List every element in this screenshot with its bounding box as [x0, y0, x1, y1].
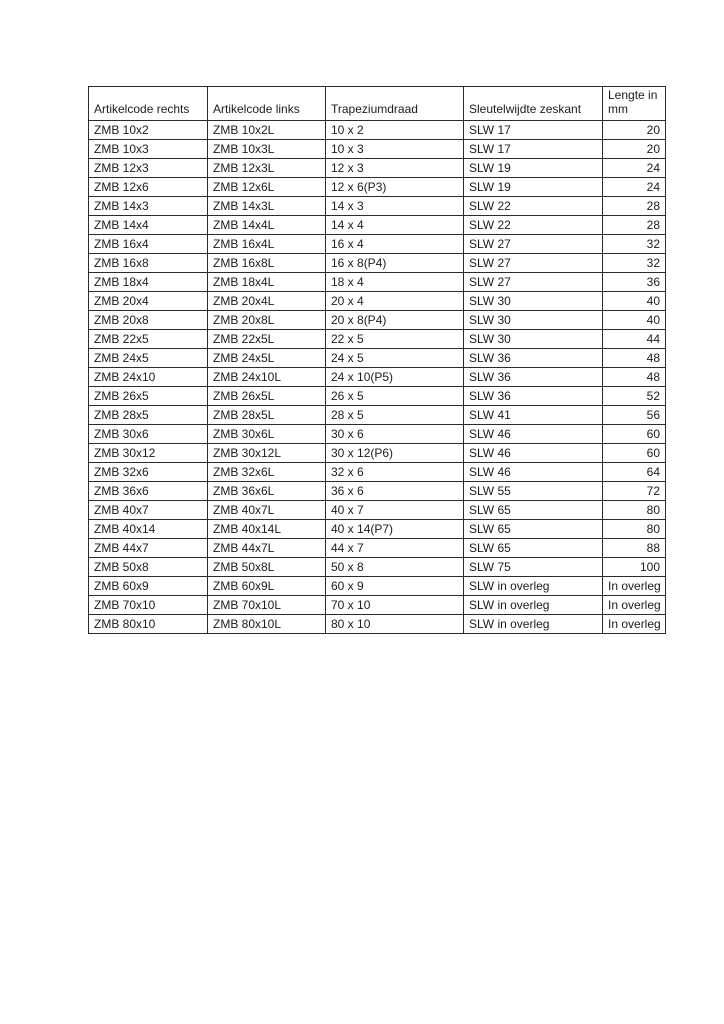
cell-artikelcode-rechts: ZMB 30x12 — [89, 443, 208, 462]
cell-lengte: 60 — [603, 424, 666, 443]
cell-lengte: In overleg — [603, 595, 666, 614]
table-row — [89, 158, 666, 177]
cell-lengte: 36 — [603, 272, 666, 291]
cell-artikelcode-links: ZMB 16x8L — [208, 253, 326, 272]
header-lengte-in-mm: Lengte in mm — [603, 87, 666, 121]
cell-artikelcode-rechts: ZMB 14x4 — [89, 215, 208, 234]
table-row — [89, 500, 666, 519]
cell-sleutelwijdte-zeskant: SLW 17 — [464, 120, 603, 139]
cell-trapeziumdraad: 60 x 9 — [326, 576, 464, 595]
cell-trapeziumdraad: 20 x 8(P4) — [326, 310, 464, 329]
cell-artikelcode-links: ZMB 10x3L — [208, 139, 326, 158]
cell-lengte: 44 — [603, 329, 666, 348]
cell-artikelcode-rechts: ZMB 28x5 — [89, 405, 208, 424]
cell-trapeziumdraad: 14 x 4 — [326, 215, 464, 234]
cell-artikelcode-links: ZMB 80x10L — [208, 614, 326, 633]
table-row — [89, 595, 666, 614]
cell-artikelcode-links: ZMB 40x7L — [208, 500, 326, 519]
cell-trapeziumdraad: 16 x 8(P4) — [326, 253, 464, 272]
cell-trapeziumdraad: 14 x 3 — [326, 196, 464, 215]
cell-lengte: 32 — [603, 253, 666, 272]
cell-trapeziumdraad: 10 x 2 — [326, 120, 464, 139]
cell-sleutelwijdte-zeskant: SLW 46 — [464, 424, 603, 443]
cell-artikelcode-rechts: ZMB 10x2 — [89, 120, 208, 139]
cell-artikelcode-links: ZMB 26x5L — [208, 386, 326, 405]
cell-sleutelwijdte-zeskant: SLW 19 — [464, 177, 603, 196]
cell-lengte: 28 — [603, 196, 666, 215]
cell-artikelcode-links: ZMB 14x4L — [208, 215, 326, 234]
cell-artikelcode-rechts: ZMB 20x8 — [89, 310, 208, 329]
header-artikelcode-links: Artikelcode links — [208, 87, 326, 121]
cell-trapeziumdraad: 28 x 5 — [326, 405, 464, 424]
cell-sleutelwijdte-zeskant: SLW in overleg — [464, 595, 603, 614]
cell-trapeziumdraad: 30 x 12(P6) — [326, 443, 464, 462]
cell-artikelcode-rechts: ZMB 18x4 — [89, 272, 208, 291]
header-row — [89, 87, 666, 121]
cell-artikelcode-links: ZMB 70x10L — [208, 595, 326, 614]
table-row — [89, 538, 666, 557]
cell-trapeziumdraad: 12 x 6(P3) — [326, 177, 464, 196]
table-row — [89, 443, 666, 462]
cell-lengte: 24 — [603, 158, 666, 177]
header-artikelcode-rechts: Artikelcode rechts — [89, 87, 208, 121]
table-row — [89, 614, 666, 633]
cell-lengte: 40 — [603, 291, 666, 310]
cell-artikelcode-rechts: ZMB 36x6 — [89, 481, 208, 500]
table-row — [89, 234, 666, 253]
zmb-spec-table — [88, 86, 666, 634]
table-row — [89, 196, 666, 215]
table-row — [89, 272, 666, 291]
cell-artikelcode-links: ZMB 60x9L — [208, 576, 326, 595]
cell-trapeziumdraad: 30 x 6 — [326, 424, 464, 443]
cell-sleutelwijdte-zeskant: SLW 41 — [464, 405, 603, 424]
cell-trapeziumdraad: 26 x 5 — [326, 386, 464, 405]
table-row — [89, 576, 666, 595]
cell-trapeziumdraad: 40 x 14(P7) — [326, 519, 464, 538]
cell-lengte: 24 — [603, 177, 666, 196]
cell-trapeziumdraad: 16 x 4 — [326, 234, 464, 253]
cell-artikelcode-links: ZMB 10x2L — [208, 120, 326, 139]
cell-lengte: 80 — [603, 500, 666, 519]
table-row — [89, 424, 666, 443]
cell-artikelcode-rechts: ZMB 26x5 — [89, 386, 208, 405]
cell-lengte: 80 — [603, 519, 666, 538]
cell-trapeziumdraad: 10 x 3 — [326, 139, 464, 158]
cell-trapeziumdraad: 44 x 7 — [326, 538, 464, 557]
cell-artikelcode-links: ZMB 50x8L — [208, 557, 326, 576]
table-row — [89, 139, 666, 158]
cell-artikelcode-rechts: ZMB 10x3 — [89, 139, 208, 158]
header-trapeziumdraad: Trapeziumdraad — [326, 87, 464, 121]
cell-lengte: 20 — [603, 139, 666, 158]
cell-artikelcode-links: ZMB 18x4L — [208, 272, 326, 291]
cell-sleutelwijdte-zeskant: SLW 27 — [464, 272, 603, 291]
cell-artikelcode-rechts: ZMB 32x6 — [89, 462, 208, 481]
table-row — [89, 120, 666, 139]
cell-lengte: 48 — [603, 367, 666, 386]
cell-artikelcode-links: ZMB 16x4L — [208, 234, 326, 253]
cell-trapeziumdraad: 24 x 10(P5) — [326, 367, 464, 386]
cell-artikelcode-links: ZMB 28x5L — [208, 405, 326, 424]
cell-lengte: 20 — [603, 120, 666, 139]
cell-lengte: In overleg — [603, 576, 666, 595]
table-row — [89, 215, 666, 234]
cell-sleutelwijdte-zeskant: SLW 22 — [464, 196, 603, 215]
cell-artikelcode-rechts: ZMB 30x6 — [89, 424, 208, 443]
table-row — [89, 481, 666, 500]
cell-sleutelwijdte-zeskant: SLW 36 — [464, 367, 603, 386]
cell-artikelcode-links: ZMB 30x6L — [208, 424, 326, 443]
cell-sleutelwijdte-zeskant: SLW 17 — [464, 139, 603, 158]
table-row — [89, 462, 666, 481]
cell-artikelcode-rechts: ZMB 12x6 — [89, 177, 208, 196]
cell-sleutelwijdte-zeskant: SLW 36 — [464, 348, 603, 367]
cell-trapeziumdraad: 80 x 10 — [326, 614, 464, 633]
table-row — [89, 329, 666, 348]
cell-trapeziumdraad: 40 x 7 — [326, 500, 464, 519]
cell-artikelcode-links: ZMB 36x6L — [208, 481, 326, 500]
cell-sleutelwijdte-zeskant: SLW 65 — [464, 500, 603, 519]
cell-artikelcode-rechts: ZMB 50x8 — [89, 557, 208, 576]
cell-sleutelwijdte-zeskant: SLW 36 — [464, 386, 603, 405]
cell-artikelcode-links: ZMB 20x8L — [208, 310, 326, 329]
table-row — [89, 557, 666, 576]
table-row — [89, 253, 666, 272]
cell-artikelcode-rechts: ZMB 20x4 — [89, 291, 208, 310]
cell-sleutelwijdte-zeskant: SLW 75 — [464, 557, 603, 576]
cell-trapeziumdraad: 50 x 8 — [326, 557, 464, 576]
table-row — [89, 310, 666, 329]
cell-sleutelwijdte-zeskant: SLW in overleg — [464, 576, 603, 595]
cell-trapeziumdraad: 36 x 6 — [326, 481, 464, 500]
cell-lengte: 88 — [603, 538, 666, 557]
cell-sleutelwijdte-zeskant: SLW 27 — [464, 234, 603, 253]
cell-trapeziumdraad: 32 x 6 — [326, 462, 464, 481]
cell-trapeziumdraad: 70 x 10 — [326, 595, 464, 614]
cell-lengte: 28 — [603, 215, 666, 234]
cell-artikelcode-rechts: ZMB 12x3 — [89, 158, 208, 177]
cell-sleutelwijdte-zeskant: SLW 55 — [464, 481, 603, 500]
cell-artikelcode-links: ZMB 12x3L — [208, 158, 326, 177]
cell-sleutelwijdte-zeskant: SLW 30 — [464, 291, 603, 310]
table-body — [89, 120, 666, 633]
cell-artikelcode-rechts: ZMB 24x5 — [89, 348, 208, 367]
cell-sleutelwijdte-zeskant: SLW 30 — [464, 329, 603, 348]
cell-artikelcode-rechts: ZMB 16x8 — [89, 253, 208, 272]
cell-artikelcode-rechts: ZMB 24x10 — [89, 367, 208, 386]
cell-lengte: 56 — [603, 405, 666, 424]
cell-lengte: 64 — [603, 462, 666, 481]
cell-sleutelwijdte-zeskant: SLW 46 — [464, 462, 603, 481]
table-row — [89, 405, 666, 424]
cell-sleutelwijdte-zeskant: SLW in overleg — [464, 614, 603, 633]
cell-lengte: In overleg — [603, 614, 666, 633]
cell-artikelcode-rechts: ZMB 22x5 — [89, 329, 208, 348]
header-sleutelwijdte-zeskant: Sleutelwijdte zeskant — [464, 87, 603, 121]
cell-lengte: 48 — [603, 348, 666, 367]
cell-lengte: 40 — [603, 310, 666, 329]
cell-lengte: 72 — [603, 481, 666, 500]
cell-trapeziumdraad: 12 x 3 — [326, 158, 464, 177]
table-row — [89, 348, 666, 367]
table-row — [89, 367, 666, 386]
cell-artikelcode-links: ZMB 32x6L — [208, 462, 326, 481]
table-row — [89, 519, 666, 538]
cell-artikelcode-links: ZMB 22x5L — [208, 329, 326, 348]
cell-sleutelwijdte-zeskant: SLW 65 — [464, 519, 603, 538]
cell-artikelcode-links: ZMB 40x14L — [208, 519, 326, 538]
cell-sleutelwijdte-zeskant: SLW 65 — [464, 538, 603, 557]
cell-artikelcode-rechts: ZMB 40x14 — [89, 519, 208, 538]
cell-artikelcode-links: ZMB 12x6L — [208, 177, 326, 196]
cell-artikelcode-links: ZMB 44x7L — [208, 538, 326, 557]
cell-sleutelwijdte-zeskant: SLW 19 — [464, 158, 603, 177]
cell-lengte: 100 — [603, 557, 666, 576]
cell-artikelcode-rechts: ZMB 70x10 — [89, 595, 208, 614]
cell-sleutelwijdte-zeskant: SLW 46 — [464, 443, 603, 462]
cell-artikelcode-links: ZMB 14x3L — [208, 196, 326, 215]
cell-artikelcode-links: ZMB 24x10L — [208, 367, 326, 386]
cell-sleutelwijdte-zeskant: SLW 27 — [464, 253, 603, 272]
cell-trapeziumdraad: 20 x 4 — [326, 291, 464, 310]
cell-trapeziumdraad: 22 x 5 — [326, 329, 464, 348]
cell-lengte: 60 — [603, 443, 666, 462]
cell-artikelcode-rechts: ZMB 80x10 — [89, 614, 208, 633]
cell-trapeziumdraad: 24 x 5 — [326, 348, 464, 367]
cell-artikelcode-rechts: ZMB 16x4 — [89, 234, 208, 253]
cell-trapeziumdraad: 18 x 4 — [326, 272, 464, 291]
cell-artikelcode-rechts: ZMB 40x7 — [89, 500, 208, 519]
cell-artikelcode-rechts: ZMB 14x3 — [89, 196, 208, 215]
cell-artikelcode-links: ZMB 20x4L — [208, 291, 326, 310]
table-row — [89, 386, 666, 405]
cell-artikelcode-rechts: ZMB 60x9 — [89, 576, 208, 595]
table-row — [89, 291, 666, 310]
cell-artikelcode-links: ZMB 24x5L — [208, 348, 326, 367]
cell-sleutelwijdte-zeskant: SLW 22 — [464, 215, 603, 234]
table-row — [89, 177, 666, 196]
cell-lengte: 32 — [603, 234, 666, 253]
cell-artikelcode-links: ZMB 30x12L — [208, 443, 326, 462]
cell-lengte: 52 — [603, 386, 666, 405]
cell-artikelcode-rechts: ZMB 44x7 — [89, 538, 208, 557]
cell-sleutelwijdte-zeskant: SLW 30 — [464, 310, 603, 329]
